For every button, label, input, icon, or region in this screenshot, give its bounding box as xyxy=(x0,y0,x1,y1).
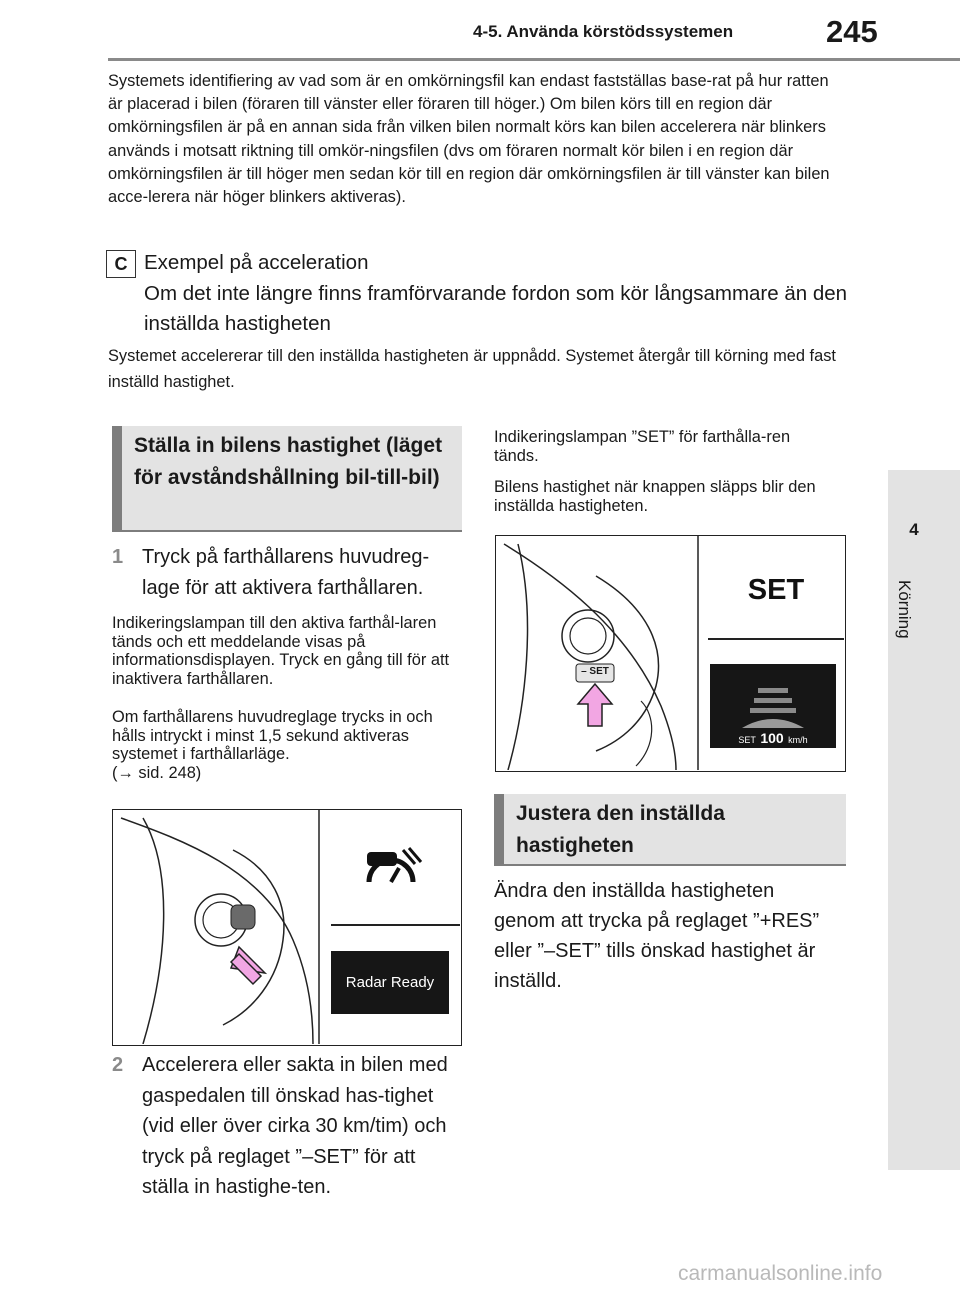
chapter-label: Körning xyxy=(895,580,914,639)
note-hold xyxy=(112,708,462,782)
chapter-number: 4 xyxy=(909,520,919,539)
section-heading-text: Ställa in bilens hastighet (läget för avståndshållning bil-till-bil) xyxy=(134,434,443,489)
press-arrow-icon xyxy=(578,684,612,726)
step-1-text: Tryck på farthållarens huvudreg-lage för att aktivera farthållaren. xyxy=(142,546,430,599)
figure-set-speed xyxy=(495,535,846,772)
step-2-number: 2 xyxy=(112,1054,124,1076)
set-readout-unit: km/h xyxy=(788,735,808,745)
step-1-number: 1 xyxy=(112,546,124,568)
set-speed-readout xyxy=(710,730,836,748)
figure-radar-ready xyxy=(112,809,462,1046)
example-body: Systemet accelererar till den inställda hastigheten är uppnådd. Systemet återgår till körning med fast inställd hastighet. xyxy=(108,347,836,391)
header-rule xyxy=(108,58,960,61)
set-readout-speed: 100 xyxy=(760,730,784,746)
watermark: carmanualsonline.info xyxy=(678,1262,883,1285)
section-heading-adjust-speed xyxy=(494,794,846,866)
set-indicator-label: SET xyxy=(747,574,805,606)
note-set-speed: Bilens hastighet när knappen släpps blir den inställda hastigheten. xyxy=(494,478,816,515)
example-heading xyxy=(144,248,864,340)
step-2 xyxy=(112,1050,462,1203)
radar-cruise-icon xyxy=(367,848,421,882)
example-marker: C xyxy=(106,250,136,278)
page-reference: (→ sid. 248) xyxy=(112,763,202,782)
radar-ready-label: Radar Ready xyxy=(345,974,435,991)
step-1 xyxy=(112,542,462,603)
section-heading-text: Justera den inställda hastigheten xyxy=(516,802,725,857)
adjust-speed-paragraph: Ändra den inställda hastigheten genom att trycka på reglaget ”+RES” eller ”–SET” tills önskad hastighet är inställd. xyxy=(494,880,820,992)
note-indicator: Indikeringslampan till den aktiva farthål-laren tänds och ett meddelande visas på informationsdisplayen. Tryck en gång till för att inaktivera farthållaren. xyxy=(112,614,450,688)
note-set-lamp: Indikeringslampan ”SET” för farthålla-ren tänds. xyxy=(494,428,791,465)
section-title: 4-5. Använda körstödssystemen xyxy=(473,22,734,41)
intro-paragraph: Systemets identifiering av vad som är en omkörningsfil kan endast fastställas base-rat på hur ratten är placerad i bilen (föraren till vänster eller föraren till höger.) Om bilen körs till en region där omkörningsfilen är på en annan sida från vilken bilen normalt körs kan bilen accelerera när blinkers används i motsatt riktning till omkör-ningsfilen (dvs om föraren normalt kör bilen i en region där omkörningsfilen är till höger men sedan kör till en region där omkörningsfilen är till vänster kan bilen acce-lerera när höger blinkers aktiveras). xyxy=(108,72,830,207)
minus-set-button-label: – SET xyxy=(581,666,609,677)
chapter-tab xyxy=(888,470,960,1170)
example-heading-line1: Exempel på acceleration xyxy=(144,251,369,274)
note-hold-text: Om farthållarens huvudreglage trycks in och hålls intryckt i minst 1,5 sekund aktiveras systemet i farthållarläge. xyxy=(112,708,433,764)
example-heading-line2: Om det inte längre finns framförvarande fordon som kör långsammare än den inställda hastigheten xyxy=(144,281,848,335)
step-2-text: Accelerera eller sakta in bilen med gaspedalen till önskad has-tighet (vid eller över cirka 30 km/tim) och tryck på reglaget ”–SET” för att ställa in hastighe-ten. xyxy=(142,1054,448,1198)
page-number: 245 xyxy=(826,14,878,49)
set-readout-prefix: SET xyxy=(738,735,756,745)
section-heading-set-speed xyxy=(112,426,462,532)
